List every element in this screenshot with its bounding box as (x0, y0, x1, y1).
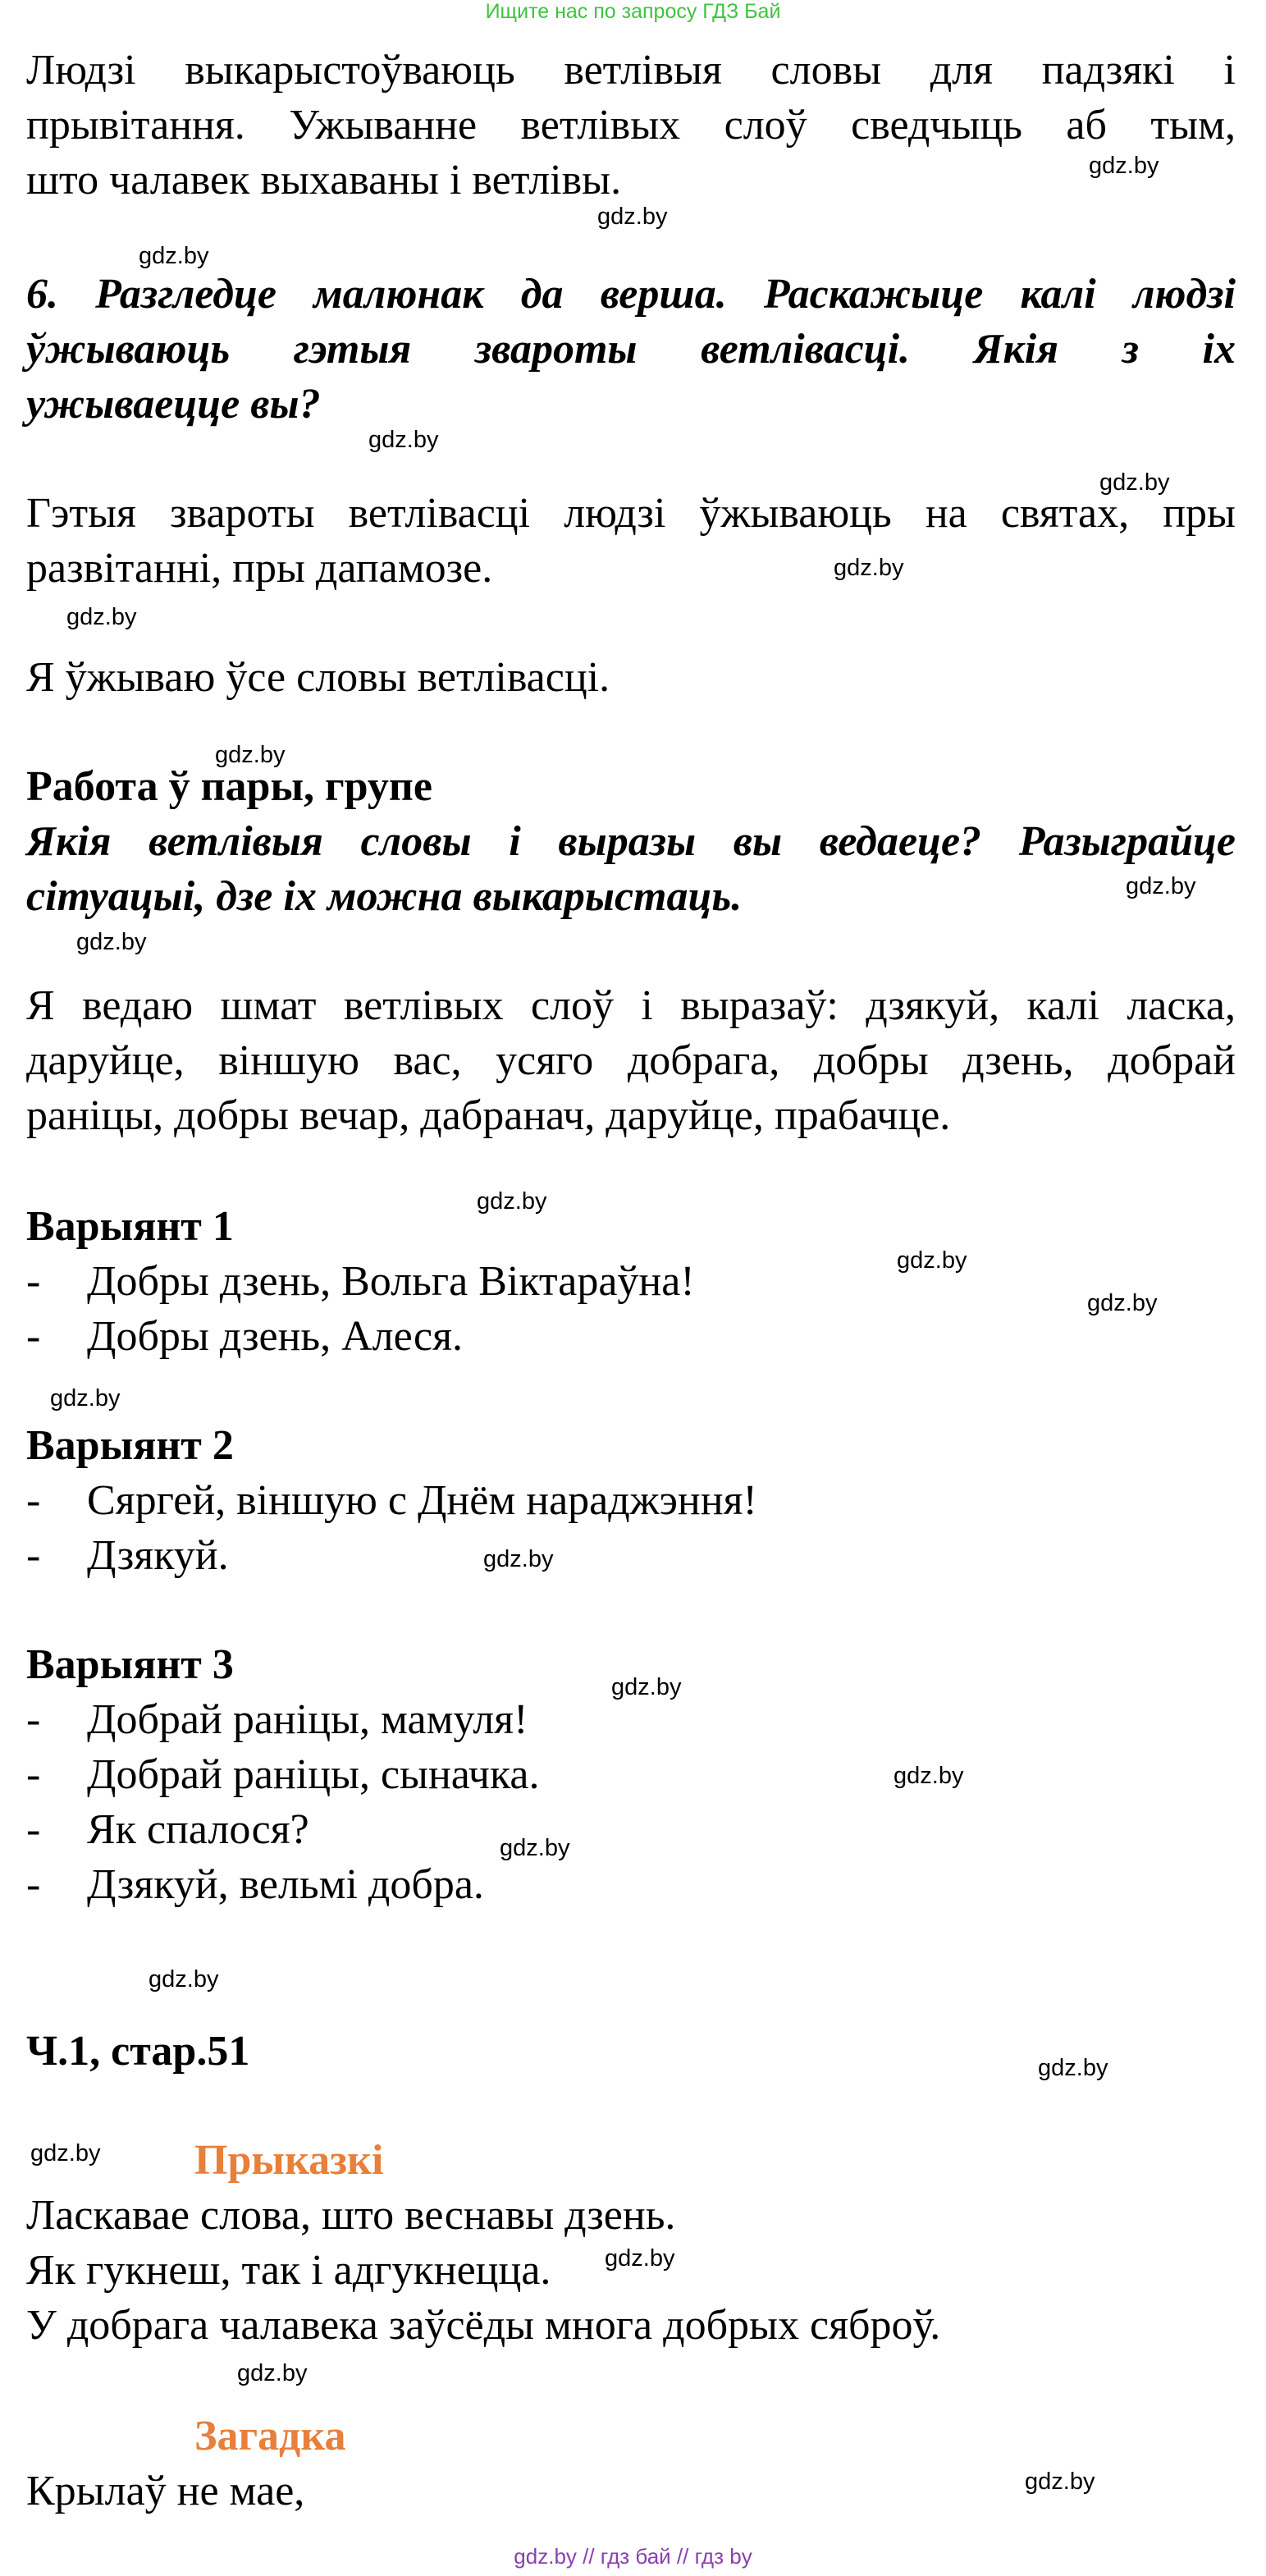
watermark[interactable]: gdz.by (149, 1966, 219, 1993)
watermark[interactable]: gdz.by (477, 1188, 547, 1215)
riddle-heading: Загадка (194, 2413, 346, 2459)
variant-2-line-1 (26, 1473, 757, 1528)
pair-work-heading: Работа ў пары, групе (26, 763, 432, 810)
watermark[interactable]: gdz.by (483, 1546, 554, 1572)
variant-3-line-3 (26, 1802, 309, 1857)
watermark[interactable]: gdz.by (237, 2360, 308, 2386)
dash: - (26, 1751, 41, 1798)
variant-3-title: Варыянт 3 (26, 1641, 234, 1688)
watermark[interactable]: gdz.by (76, 929, 147, 955)
dash: - (26, 1258, 41, 1305)
variant-1-line-2 (26, 1309, 463, 1364)
watermark[interactable]: gdz.by (1099, 469, 1170, 496)
dialog-text: Дзякуй. (87, 1532, 229, 1579)
pair-work-question-1: Якія ветлівыя словы і выразы вы ведаеце? Разыграйце (26, 818, 1236, 865)
answer6-line-1: Гэтыя звароты ветлівасці людзі ўжываюць на святах, пры (26, 490, 1236, 537)
dash: - (26, 1696, 41, 1743)
variant-2-line-2 (26, 1528, 229, 1583)
answer6-line-3: Я ўжываю ўсе словы ветлівасці. (26, 654, 610, 701)
dash: - (26, 1477, 41, 1524)
dialog-text: Дзякуй, вельмі добра. (87, 1861, 484, 1908)
proverbs-heading: Прыказкі (194, 2137, 384, 2184)
task6-line-2: ўжываюць гэтыя звароты ветлівасці. Якія з іх (26, 326, 1236, 373)
answer-pair-line-3: раніцы, добры вечар, дабранач, даруйце, прабачце. (26, 1092, 951, 1139)
task6-line-1: 6. Разгледце малюнак да верша. Раскажыце калі людзі (26, 271, 1236, 318)
task6-line-3: ужываецце вы? (26, 381, 321, 428)
proverb-1: Ласкавае слова, што веснавы дзень. (26, 2192, 676, 2239)
watermark[interactable]: gdz.by (1089, 153, 1159, 179)
variant-2-title: Варыянт 2 (26, 1422, 234, 1469)
dialog-text: Добры дзень, Алеся. (87, 1313, 463, 1360)
watermark[interactable]: gdz.by (139, 243, 209, 269)
watermark[interactable]: gdz.by (597, 204, 668, 230)
footer-links[interactable]: gdz.by // гдз бай // гдз by (514, 2544, 752, 2569)
dialog-text: Добрай раніцы, сыначка. (87, 1751, 540, 1798)
riddle-line-1: Крылаў не мае, (26, 2468, 305, 2514)
dialog-text: Добрай раніцы, мамуля! (87, 1696, 528, 1743)
answer-pair-line-1: Я ведаю шмат ветлівых слоў і выразаў: дзякуй, калі ласка, (26, 982, 1236, 1029)
answer-pair-line-2: даруйце, віншую вас, усяго добрага, добры дзень, добрай (26, 1037, 1236, 1084)
watermark[interactable]: gdz.by (215, 742, 286, 768)
proverb-3: У добрага чалавека заўсёды многа добрых сяброў. (26, 2302, 941, 2349)
proverb-2: Як гукнеш, так і адгукнецца. (26, 2247, 551, 2294)
dialog-text: Сяргей, віншую с Днём нараджэння! (87, 1477, 757, 1524)
answer6-line-2: развітанні, пры дапамозе. (26, 545, 493, 592)
dash: - (26, 1313, 41, 1360)
watermark[interactable]: gdz.by (605, 2245, 675, 2272)
watermark[interactable]: gdz.by (834, 555, 904, 581)
watermark[interactable]: gdz.by (894, 1763, 964, 1789)
variant-3-line-1 (26, 1692, 528, 1747)
dash: - (26, 1532, 41, 1579)
watermark[interactable]: gdz.by (30, 2140, 101, 2166)
variant-1-title: Варыянт 1 (26, 1203, 234, 1250)
watermark[interactable]: gdz.by (1025, 2468, 1095, 2495)
intro-line-1: Людзі выкарыстоўваюць ветлівыя словы для падзякі і (26, 47, 1236, 94)
watermark[interactable]: gdz.by (1038, 2055, 1108, 2081)
watermark[interactable]: gdz.by (897, 1247, 967, 1274)
dash: - (26, 1806, 41, 1853)
intro-line-2: прывітання. Ужыванне ветлівых слоў сведчыць аб тым, (26, 102, 1236, 149)
variant-3-line-4 (26, 1857, 484, 1912)
watermark[interactable]: gdz.by (500, 1835, 570, 1861)
watermark[interactable]: gdz.by (1087, 1290, 1158, 1316)
watermark[interactable]: gdz.by (50, 1385, 121, 1412)
watermark[interactable]: gdz.by (368, 427, 439, 453)
dialog-text: Як спалося? (87, 1806, 309, 1853)
watermark[interactable]: gdz.by (1126, 873, 1196, 899)
dash: - (26, 1861, 41, 1908)
section-reference: Ч.1, стар.51 (26, 2028, 250, 2075)
watermark[interactable]: gdz.by (66, 604, 137, 630)
intro-line-3: што чалавек выхаваны і ветлівы. (26, 157, 622, 204)
dialog-text: Добры дзень, Вольга Віктараўна! (87, 1258, 695, 1305)
variant-1-line-1 (26, 1254, 695, 1309)
pair-work-question-2: сітуацыі, дзе іх можна выкарыстаць. (26, 873, 743, 920)
variant-3-line-2 (26, 1747, 540, 1802)
top-banner[interactable]: Ищите нас по запросу ГДЗ Бай (485, 0, 781, 23)
watermark[interactable]: gdz.by (611, 1674, 682, 1700)
